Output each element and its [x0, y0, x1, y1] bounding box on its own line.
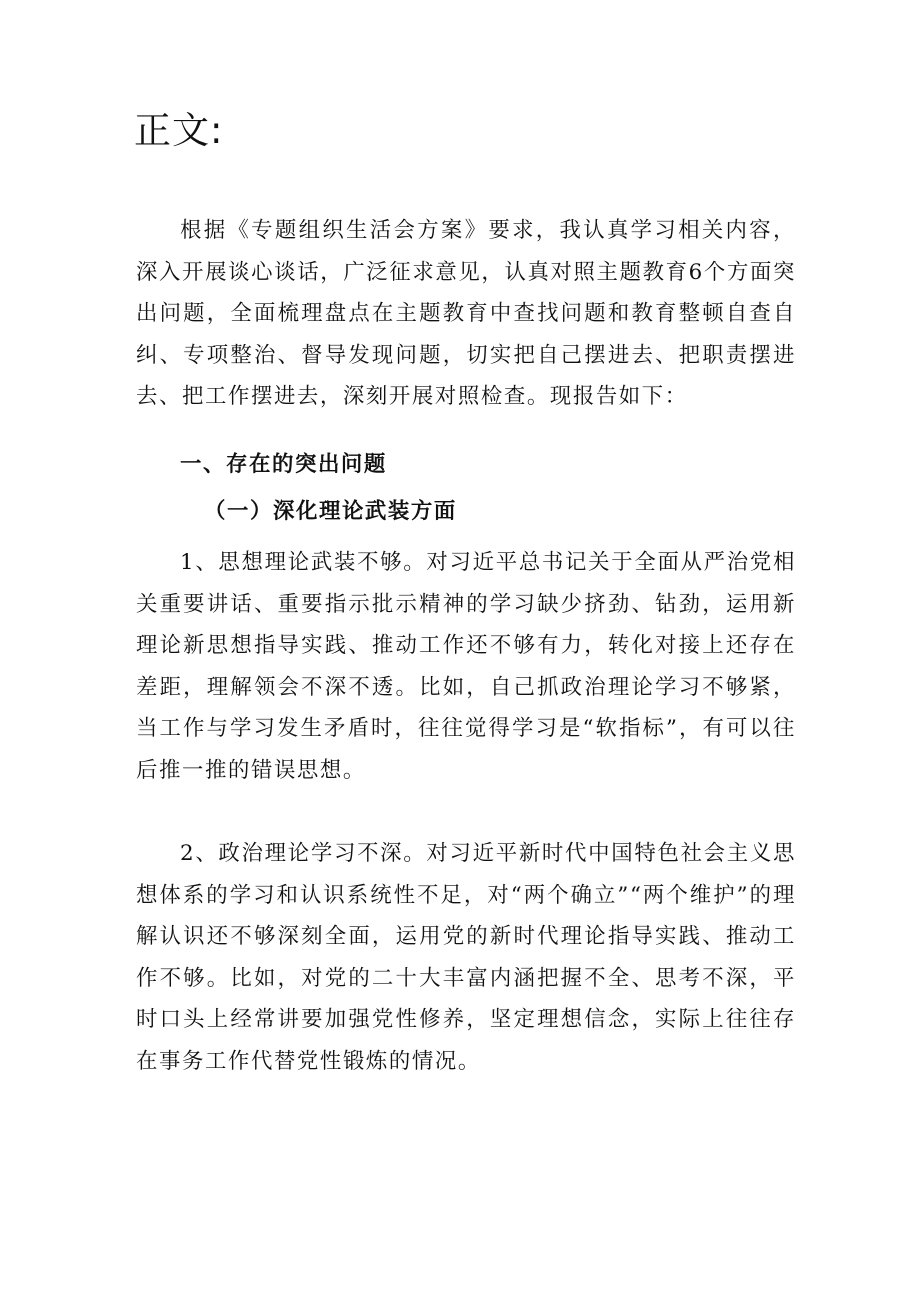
intro-paragraph: 根据《专题组织生活会方案》要求，我认真学习相关内容，深入开展谈心谈话，广泛征求意见，认真对照主题教育6个方面突出问题，全面梳理盘点在主题教育中查找问题和教育整顿自查自纠、专项整治、督导发现问题，切实把自己摆进去、把职责摆进去、把工作摆进去，深刻开展对照检查。现报告如下：	[136, 218, 796, 409]
subsection-heading: （一）深化理论武装方面	[204, 499, 457, 524]
problem-item-1: 1、思想理论武装不够。对习近平总书记关于全面从严治党相关重要讲话、重要指示批示精神的学习缺少挤劲、钻劲，运用新理论新思想指导实践、推动工作还不够有力，转化对接上还存在差距，理解领会不深不透。比如，自己抓政治理论学习不够紧，当工作与学习发生矛盾时，往往觉得学习是“软指标”，有可以往后推一推的错误思想。	[136, 550, 796, 783]
document-heading: 正文:	[134, 109, 224, 152]
section-heading: 一、存在的突出问题	[180, 452, 387, 477]
problem-item-2: 2、政治理论学习不深。对习近平新时代中国特色社会主义思想体系的学习和认识系统性不足，对“两个确立”“两个维护”的理解认识还不够深刻全面，运用党的新时代理论指导实践、推动工作不够。比如，对党的二十大丰富内涵把握不全、思考不深，平时口头上经常讲要加强党性修养，坚定理想信念，实际上往往存在事务工作代替党性锻炼的情况。	[136, 841, 796, 1074]
